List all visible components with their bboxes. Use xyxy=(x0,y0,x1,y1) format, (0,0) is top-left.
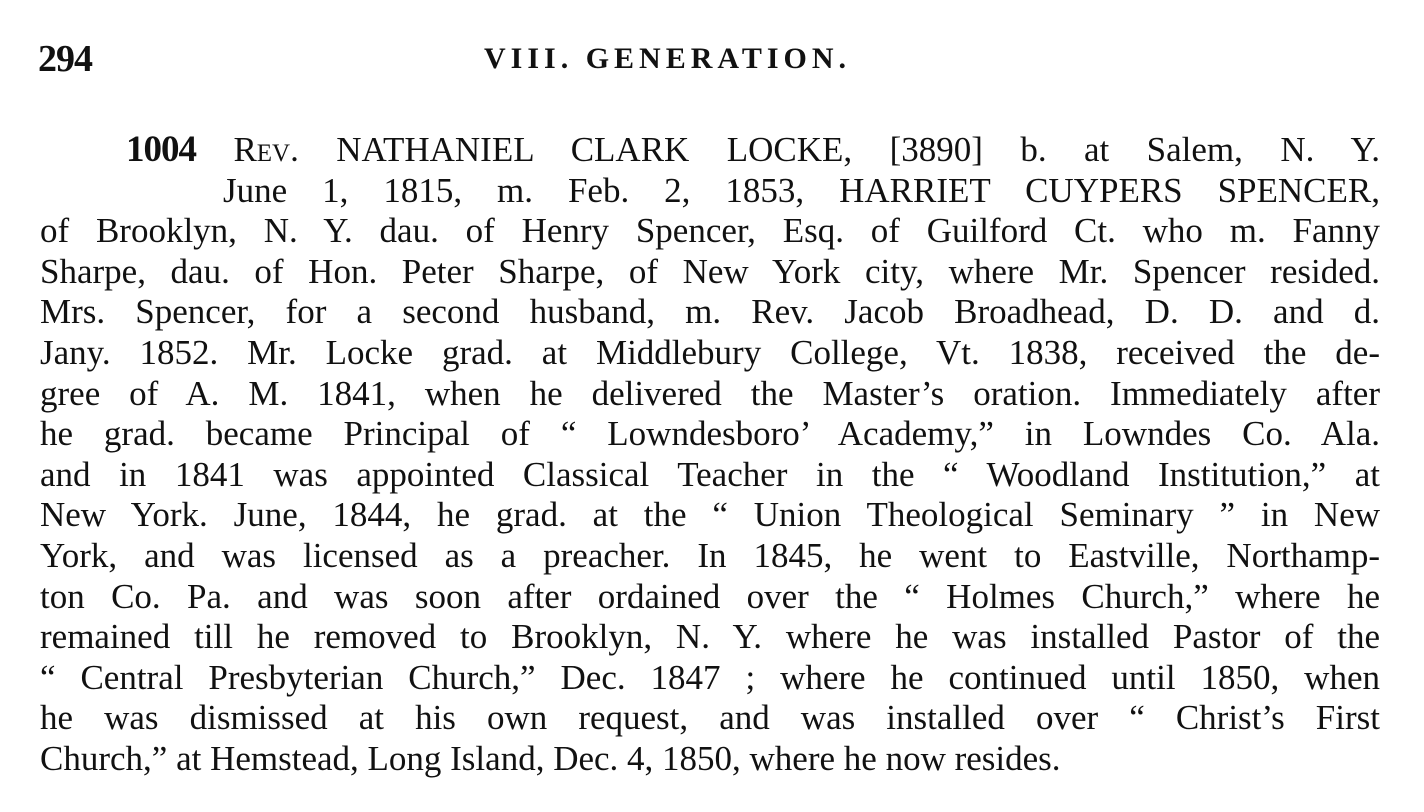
entry-line-4: Sharpe, dau. of Hon. Peter Sharpe, of New York city, where Mr. Spencer resided. xyxy=(40,251,1380,291)
entry-heading-text: NATHANIEL CLARK LOCKE, [3890] b. at Salem, N. Y. xyxy=(298,130,1380,169)
entry-title: Rev. xyxy=(233,130,299,169)
entry-line-16: Church,” at Hemstead, Long Island, Dec. 4, 1850, where he now resides. xyxy=(40,738,1061,778)
entry-line-2: June 1, 1815, m. Feb. 2, 1853, HARRIET CUYPERS SPENCER, xyxy=(223,170,1380,210)
entry-line-11: York, and was licensed as a preacher. In 1845, he went to Eastville, Northamp- xyxy=(40,535,1380,575)
entry-line-15: he was dismissed at his own request, and was installed over “ Christ’s First xyxy=(40,698,1380,738)
entry-line-5: Mrs. Spencer, for a second husband, m. Rev. Jacob Broadhead, D. D. and d. xyxy=(40,292,1380,332)
entry-line-3: of Brooklyn, N. Y. dau. of Henry Spencer, Esq. of Guilford Ct. who m. Fanny xyxy=(40,211,1380,251)
running-head: VIII. GENERATION. xyxy=(484,42,851,75)
entry-line-7: gree of A. M. 1841, when he delivered the Master’s oration. Immediately after xyxy=(40,373,1380,413)
entry-line-12: ton Co. Pa. and was soon after ordained over the “ Holmes Church,” where he xyxy=(40,576,1380,616)
entry-number: 1004 xyxy=(126,129,196,170)
page-number: 294 xyxy=(38,38,92,80)
entry-line-14: “ Central Presbyterian Church,” Dec. 1847 ; where he continued until 1850, when xyxy=(40,657,1380,697)
entry-line-10: New York. June, 1844, he grad. at the “ Union Theological Seminary ” in New xyxy=(40,495,1380,535)
entry-line-1 xyxy=(40,130,1380,171)
entry-line-9: and in 1841 was appointed Classical Teacher in the “ Woodland Institution,” at xyxy=(40,454,1380,494)
entry-line-13: remained till he removed to Brooklyn, N. Y. where he was installed Pastor of the xyxy=(40,617,1380,657)
entry-line-6: Jany. 1852. Mr. Locke grad. at Middlebury College, Vt. 1838, received the de- xyxy=(40,332,1380,372)
entry-line-8: he grad. became Principal of “ Lowndesboro’ Academy,” in Lowndes Co. Ala. xyxy=(40,414,1380,454)
genealogy-entry xyxy=(40,130,1380,780)
